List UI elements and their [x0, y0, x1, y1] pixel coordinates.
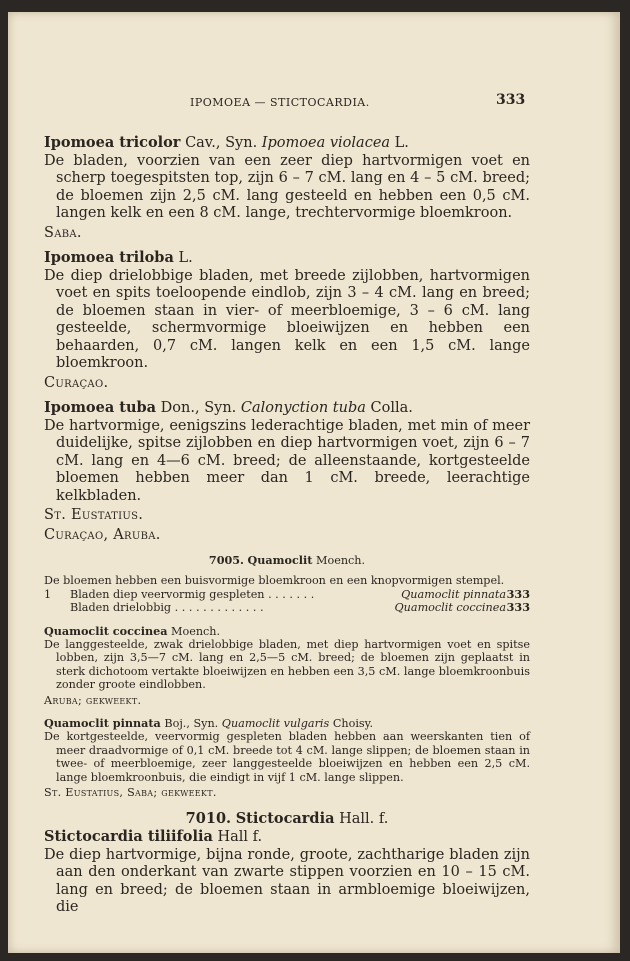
- species-description: De langgesteelde, zwak drielobbige bladen, met diep hartvormigen voet en spitse lobben, zijn 3,5—7 cM. lang en 2,5—5 cM. breed; de bloemen zijn geplaatst in sterk dichotoom vertakte bloeiwijzen en hebben een 3,5 cM. lange bloemkroonbuis zonder groote eindlobben.: [44, 638, 530, 692]
- species-name: Quamoclit pinnata: [44, 716, 161, 731]
- page: [8, 12, 620, 953]
- genus-heading-stictocardia: [44, 810, 530, 829]
- species-author: Hall f.: [217, 829, 263, 845]
- genus-name: Stictocardia: [235, 809, 335, 827]
- key-quamoclit: [44, 574, 530, 614]
- species-author: Moench.: [171, 624, 221, 638]
- synonym-author: L.: [394, 135, 409, 151]
- species-synonym: Quamoclit vulgaris: [221, 717, 330, 731]
- genus-heading-quamoclit: [44, 554, 530, 567]
- running-title: IPOMOEA — STICTOCARDIA.: [190, 96, 370, 109]
- species-synonym: Calonyction tuba: [240, 400, 366, 416]
- species-description: De hartvormige, eenigszins lederachtige bladen, met min of meer duidelijke, spitse zijlobben en diep hartvormigen voet, zijn 6 – 7 cM. lang en 4—6 cM. breed; de alleenstaande, kortgesteelde bloemen hebben meer dan 1 cM. breede, leerachtige kelkbladen.: [44, 417, 530, 504]
- key-row-reference: Quamoclit pinnata: [401, 587, 506, 601]
- key-intro: De bloemen hebben een buisvormige bloemkroon en een knopvormigen stempel.: [44, 574, 505, 588]
- key-row-page: 333: [506, 600, 530, 615]
- species-locality: Curaçao.: [44, 374, 109, 391]
- species-author: Boj., Syn.: [164, 717, 219, 731]
- species-name: Ipomoea triloba: [44, 249, 174, 266]
- species-description: De kortgesteelde, veervormig gespleten bladen hebben aan weerskanten tien of meer draadvormige of 0,1 cM. breede tot 4 cM. lange slippen; de bloemen staan in twee- of meerbloemige, zeer langgesteelde bloeiwijzen en hebben een 2,5 cM. lange bloemkroonbuis, die eindigt in vijf 1 cM. lange slippen.: [44, 730, 530, 784]
- entry-quamoclit-pinnata: [44, 717, 530, 799]
- species-heading: [44, 249, 530, 268]
- genus-author: Moench.: [316, 554, 366, 567]
- species-heading: [44, 828, 530, 847]
- species-name: Quamoclit coccinea: [44, 623, 168, 638]
- species-author: L.: [178, 250, 193, 266]
- entry-ipomoea-tricolor: [44, 134, 530, 242]
- entry-ipomoea-tuba: [44, 399, 530, 544]
- entry-stictocardia-tiliifolia: [44, 828, 530, 917]
- entry-ipomoea-triloba: [44, 249, 530, 392]
- key-row-number: 1: [44, 587, 52, 601]
- genus-number: 7005.: [208, 553, 244, 567]
- key-row-page: 333: [506, 586, 530, 601]
- species-description: De diep drielobbige bladen, met breede zijlobben, hartvormigen voet en spits toeloopende eindlob, zijn 3 – 4 cM. lang en breed; de bloemen staan in vier- of meerbloemige, 3 – 6 cM. lang gesteelde, schermvormige bloeiwijzen en hebben een behaarden, 0,7 cM. langen kelk en een 1,5 cM. lange bloemkroon.: [44, 267, 530, 371]
- species-name: Stictocardia tiliifolia: [44, 828, 213, 845]
- page-body: [44, 134, 530, 917]
- species-heading: [44, 717, 530, 730]
- species-description: De bladen, voorzien van een zeer diep hartvormigen voet en scherp toegespitsten top, zijn 6 – 7 cM. lang en 4 – 5 cM. breed; de bloemen zijn 2,5 cM. lang gesteeld en hebben een 0,5 cM. langen kelk en een 8 cM. lange, trechtervormige bloemkroon.: [44, 152, 530, 221]
- key-row-text: Bladen drielobbig . . . . . . . . . . . . .: [70, 601, 264, 615]
- species-locality: St. Eustatius, Saba; gekweekt.: [44, 786, 217, 800]
- species-author: Cav., Syn.: [185, 135, 258, 151]
- species-heading: [44, 399, 530, 418]
- species-heading: [44, 625, 530, 638]
- species-name: Ipomoea tricolor: [44, 134, 181, 151]
- key-row: [44, 588, 530, 601]
- entry-quamoclit-coccinea: [44, 625, 530, 707]
- synonym-author: Choisy.: [332, 717, 374, 731]
- species-name: Ipomoea tuba: [44, 399, 157, 416]
- genus-name: Quamoclit: [247, 553, 313, 567]
- species-heading: [44, 134, 530, 153]
- key-row-text: Bladen diep veervormig gespleten . . . . . . .: [70, 587, 315, 601]
- species-locality: Curaçao, Aruba.: [44, 526, 161, 543]
- key-row-number: [44, 601, 70, 614]
- species-locality: Saba.: [44, 224, 82, 241]
- species-locality: Aruba; gekweekt.: [44, 693, 142, 707]
- species-synonym: Ipomoea violacea: [261, 135, 391, 151]
- species-locality: St. Eustatius.: [44, 507, 144, 523]
- page-number: 333: [496, 92, 526, 108]
- key-row: [44, 601, 530, 614]
- synonym-author: Colla.: [370, 400, 413, 416]
- species-author: Don., Syn.: [160, 400, 237, 416]
- species-description: De diep hartvormige, bijna ronde, groote, zachtharige bladen zijn aan den onderkant van zwarte stippen voorzien en 10 – 15 cM. lang en breed; de bloemen staan in armbloemige bloeiwijzen, die: [44, 846, 530, 915]
- genus-number: 7010.: [185, 809, 232, 827]
- genus-author: Hall. f.: [339, 810, 389, 827]
- key-row-reference: Quamoclit coccinea: [394, 601, 506, 615]
